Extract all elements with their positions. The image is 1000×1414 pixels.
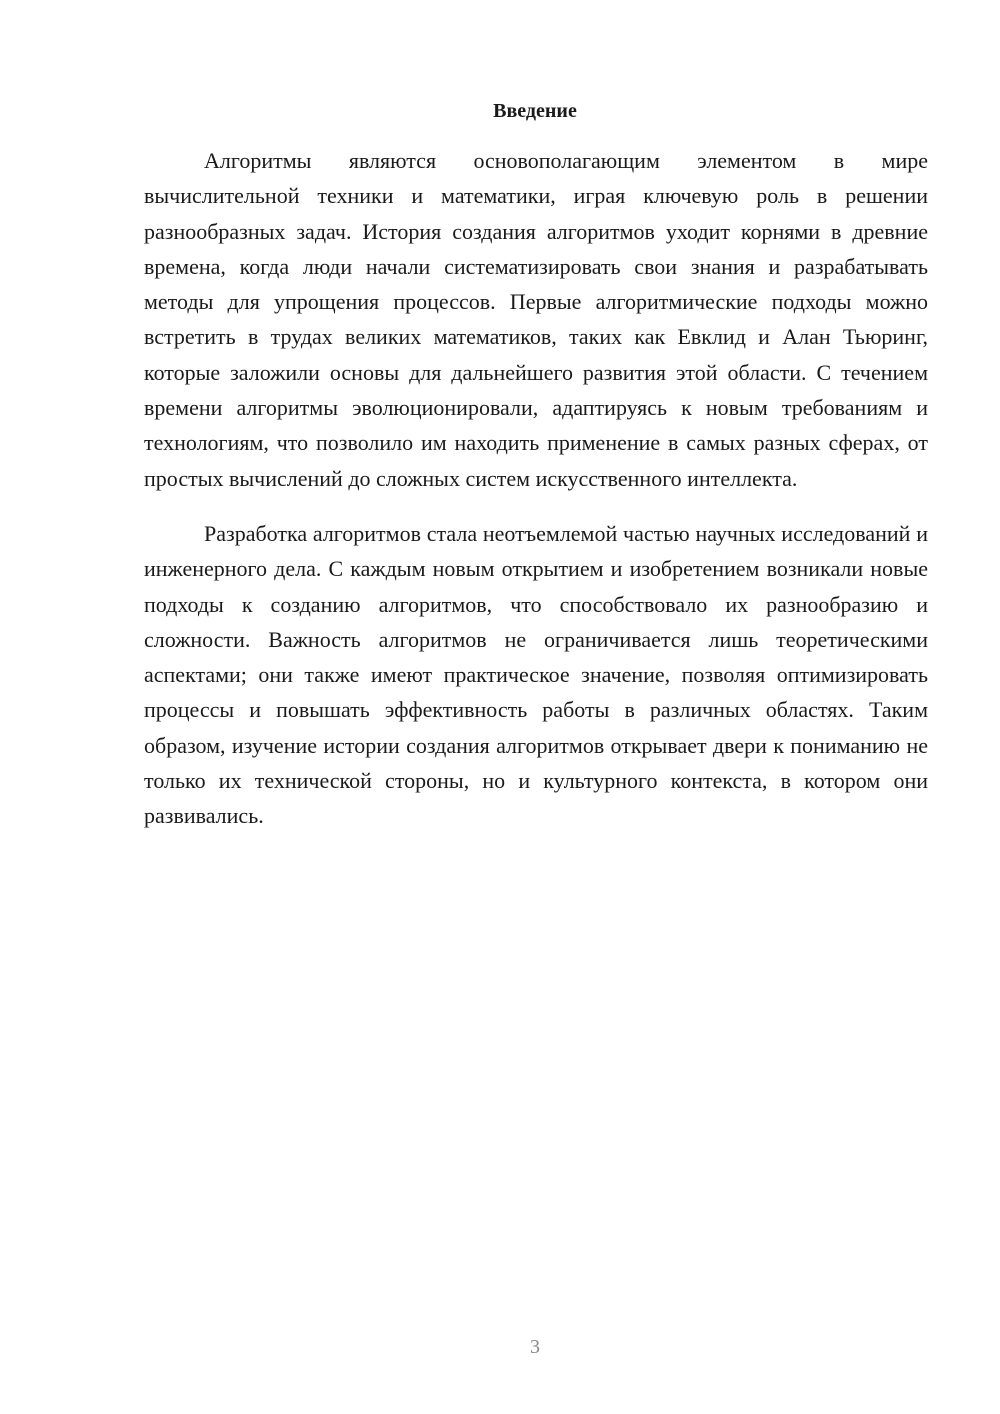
body-text (144, 143, 928, 834)
section-title: Введение (493, 100, 577, 122)
paragraph-2: Разработка алгоритмов стала неотъемлемой частью научных исследований и инженерного дела. С каждым новым открытием и изобретением возникали новые подходы к созданию алгоритмов, что способствовало их разнообразию и сложности. Важность алгоритмов не ограничивается лишь теоретическими аспектами; они также имеют практическое значение, позволяя оптимизировать процессы и повышать эффективность работы в различных областях. Таким образом, изучение истории создания алгоритмов открывает двери к пониманию не только их технической стороны, но и культурного контекста, в котором они развивались. (144, 520, 928, 829)
paragraph-1: Алгоритмы являются основополагающим элементом в мире вычислительной техники и математики, играя ключевую роль в решении разнообразных задач. История создания алгоритмов уходит корнями в древние времена, когда люди начали систематизировать свои знания и разрабатывать методы для упрощения процессов. Первые алгоритмические подходы можно встретить в трудах великих математиков, таких как Евклид и Алан Тьюринг, которые заложили основы для дальнейшего развития этой области. С течением времени алгоритмы эволюционировали, адаптируясь к новым требованиям и технологиям, что позволило им находить применение в самых разных сферах, от простых вычислений до сложных систем искусственного интеллекта. (144, 148, 928, 491)
page-number: 3 (530, 1336, 540, 1358)
